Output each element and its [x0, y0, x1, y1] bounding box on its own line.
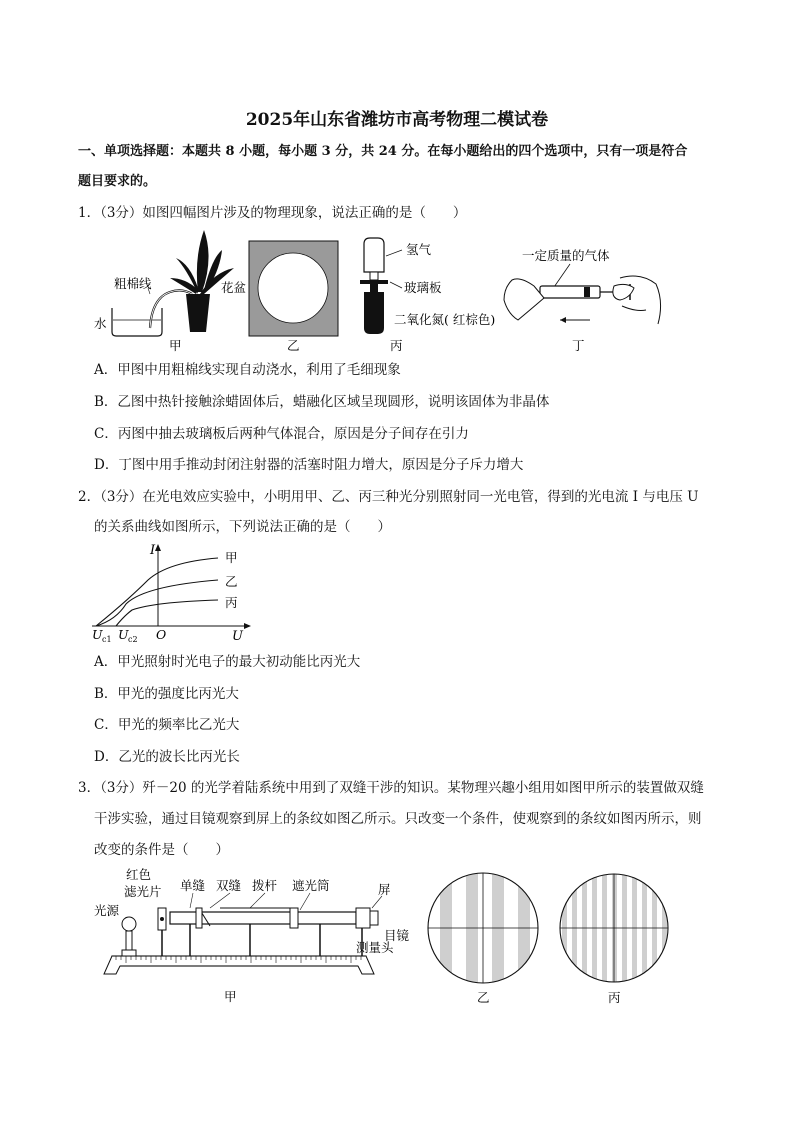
label-single-slit: 单缝 — [180, 878, 206, 893]
fringe-stripe — [592, 864, 597, 994]
q2-option-c: C．甲光的频率比乙光大 — [94, 717, 240, 733]
fig-jia-pot-label: 花盆 — [221, 280, 247, 295]
q2-iu-graph — [88, 540, 258, 645]
graph-origin: O — [156, 627, 167, 642]
paper-title: 2025年山东省潍坊市高考物理二模试卷 — [245, 110, 549, 130]
fringe-stripe — [662, 864, 667, 994]
label-head: 测量头 — [356, 940, 394, 955]
fig-bing-diffusion — [360, 238, 495, 353]
fringe-stripe — [652, 864, 657, 994]
q1-option-c: C．丙图中抽去玻璃板后两种气体混合，原因是分子间存在引力 — [94, 426, 469, 442]
graph-xlabel: U — [232, 629, 243, 644]
fringe-pattern-bing — [560, 864, 668, 1005]
fig-jia-apparatus — [94, 867, 410, 1004]
label-double-slit: 双缝 — [216, 878, 242, 893]
fig-jia-caption: 甲 — [224, 989, 237, 1004]
fringe-stripe — [612, 864, 617, 994]
label-tube: 遮光筒 — [292, 878, 330, 893]
fig-ding-gas-label: 一定质量的气体 — [522, 248, 610, 263]
fig-jia-capillary — [94, 230, 247, 353]
fig-yi-caption: 乙 — [477, 990, 490, 1005]
q1-option-a: A．甲图中用粗棉线实现自动浇水，利用了毛细现象 — [94, 362, 401, 378]
curve-jia — [96, 558, 218, 626]
fig-jia-caption: 甲 — [169, 338, 182, 353]
label-source: 光源 — [94, 903, 120, 918]
fig-jia-cotton-label: 粗棉线 — [114, 276, 152, 291]
label-screen: 屏 — [378, 882, 391, 897]
curve-bing-label: 丙 — [225, 595, 238, 610]
label-filter: 滤光片 — [124, 884, 162, 899]
q1-figures — [0, 228, 794, 358]
fig-ding-caption: 丁 — [572, 338, 585, 353]
q1-option-b: B．乙图中热针接触涂蜡固体后，蜡融化区域呈现圆形，说明该固体为非晶体 — [94, 394, 550, 410]
fringe-stripe — [562, 864, 567, 994]
graph-ylabel: I — [150, 543, 156, 558]
fig-bing-glass-label: 玻璃板 — [404, 280, 442, 295]
fig-jia-water-label: 水 — [94, 316, 107, 331]
q2-stem-line1: 2．（3分）在光电效应实验中，小明用甲、乙、丙三种光分别照射同一光电管，得到的光电流 I 与电压 U — [78, 489, 699, 505]
q2-stem-line2: 的关系曲线如图所示，下列说法正确的是（ ） — [94, 519, 391, 535]
section-heading-line2: 题目要求的。 — [78, 174, 157, 189]
fig-yi-wax — [249, 241, 338, 353]
fig-bing-hydrogen-label: 氢气 — [406, 242, 432, 257]
label-lever: 拨杆 — [252, 878, 278, 893]
graph-uc1-sub: c1 — [102, 635, 112, 644]
q3-stem-line2: 干涉实验，通过目镜观察到屏上的条纹如图乙所示。只改变一个条件，使观察到的条纹如图丙所示，则 — [94, 811, 702, 827]
q3-figures — [0, 864, 794, 1014]
fig-bing-caption: 丙 — [390, 338, 403, 353]
fig-bing-caption: 丙 — [608, 990, 621, 1005]
label-red: 红色 — [126, 867, 152, 882]
fringe-stripe — [632, 864, 637, 994]
fringe-stripe — [622, 864, 627, 994]
fig-ding-syringe — [504, 248, 661, 353]
fringe-pattern-yi — [428, 864, 538, 1005]
curve-bing — [116, 600, 218, 626]
q2-option-a: A．甲光照射时光电子的最大初动能比丙光大 — [94, 654, 361, 670]
q3-stem-line1: 3．（3分）歼－20 的光学着陆系统中用到了双缝干涉的知识。某物理兴趣小组用如图甲所示的装置做双缝 — [78, 780, 704, 796]
graph-uc2-sub: c2 — [128, 635, 138, 644]
q2-option-d: D．乙光的波长比丙光长 — [94, 749, 240, 765]
label-eyepiece: 目镜 — [384, 928, 410, 943]
section-heading-line1: 一、单项选择题：本题共 8 小题，每小题 3 分，共 24 分。在每小题给出的四个选项中，只有一项是符合 — [78, 144, 688, 159]
q2-option-b: B．甲光的强度比丙光大 — [94, 686, 239, 702]
curve-yi-label: 乙 — [225, 574, 238, 589]
q1-option-d: D．丁图中用手推动封闭注射器的活塞时阻力增大，原因是分子斥力增大 — [94, 457, 524, 473]
curve-jia-label: 甲 — [225, 550, 238, 565]
fig-yi-caption: 乙 — [287, 338, 300, 353]
q3-stem-line3: 改变的条件是（ ） — [94, 842, 229, 858]
fringe-stripe — [572, 864, 577, 994]
q1-stem: 1．（3分）如图四幅图片涉及的物理现象，说法正确的是（ ） — [78, 205, 467, 221]
fringe-stripe — [602, 864, 607, 994]
graph-uc1: U — [92, 627, 103, 642]
graph-uc2: U — [118, 627, 129, 642]
fig-bing-no2-label: 二氧化氮( 红棕色) — [394, 312, 496, 327]
curve-yi — [96, 580, 218, 626]
